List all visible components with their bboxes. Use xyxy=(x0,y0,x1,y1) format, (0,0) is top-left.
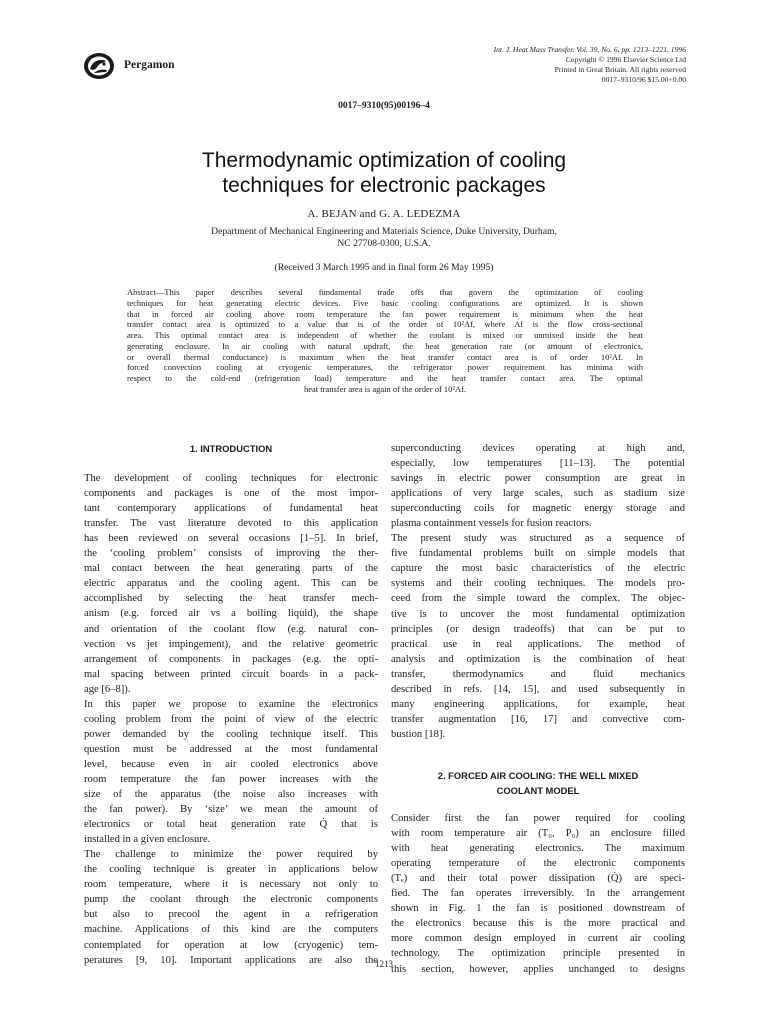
body-line: vection vs jet impingement), and the relative geometric xyxy=(84,638,378,650)
body-line: cooling problem from the point of view of the electric xyxy=(84,713,378,725)
body-line: tant contemporary applications of fundamental heat xyxy=(84,503,378,515)
abstract xyxy=(127,287,643,395)
received-dates: (Received 3 March 1995 and in final form 26 May 1995) xyxy=(274,262,494,273)
body-line: superconducting devices operating at high and, xyxy=(391,443,685,454)
abstract-line: respect to the cold-end (refrigeration load) temperature and the heat transfer contact area. The optimal xyxy=(127,373,643,383)
body-line: arrangement of components in packages (e.g. the opti- xyxy=(84,653,378,665)
body-line: ceed from the simple toward the complex. The objec- xyxy=(391,593,685,605)
abstract-line: techniques for heat generating electric devices. Five basic cooling configurations are optimized. It is shown xyxy=(127,297,643,308)
body-line: has been reviewed on several occasions [1–5]. In brief, xyxy=(84,533,378,545)
body-line: peratures [9, 10]. Important applications are also the xyxy=(84,954,378,966)
body-line: many engineering applications, for example, heat xyxy=(391,698,685,710)
body-line: shown in Fig. 1 the fan is positioned downstream of xyxy=(391,903,685,915)
body-line: electric apparatus and the cooling agent. This can be xyxy=(84,578,378,590)
authors: A. BEJAN and G. A. LEDEZMA xyxy=(307,208,461,220)
body-line: accomplished by selecting the heat transfer mech- xyxy=(84,593,378,605)
abstract-line: or overall thermal conductance) is maximum when the heat transfer contact area is of order 10²Af. In xyxy=(127,351,643,362)
body-line: room temperature, where it is necessary not only to xyxy=(84,879,378,891)
citation-issn: 0017–9310/96 $15.00+0.00 xyxy=(601,75,686,84)
body-line: (Tₑ) and their total power dissipation (Q̇) are speci- xyxy=(391,873,685,885)
body-line: fied. The fan operates irreversibly. In the arrangement xyxy=(391,888,685,900)
citation-printed: Printed in Great Britain. All rights reserved xyxy=(554,65,686,74)
body-line: especially, low temperatures [11–13]. The potential xyxy=(391,458,685,470)
section-2-heading-cont: COOLANT MODEL xyxy=(496,784,580,796)
body-line: the fan power). By ‘size’ we mean the amount of xyxy=(84,804,378,816)
body-line: tive is to uncover the most fundamental optimization xyxy=(391,608,685,620)
section-1-heading: 1. INTRODUCTION xyxy=(189,443,273,454)
body-line: machine. Applications of this kind are the computers xyxy=(84,924,378,936)
left-column xyxy=(84,441,378,968)
abstract-line: area. This optimal contact area is independent of whether the coolant is mixed or unmixed inside the heat xyxy=(127,330,643,340)
affiliation-line: NC 27708-0300, U.S.A. xyxy=(337,238,431,249)
abstract-line: Abstract—This paper describes several fundamental trade offs that govern the optimization of cooling xyxy=(127,287,643,297)
body-line: mal contact between the heat generating parts of the xyxy=(84,563,378,575)
body-line: In this paper we propose to examine the electronics xyxy=(84,698,378,710)
abstract-line: generating enclosure. In air cooling with natural updraft, the heat generation rate (or amount of electronics, xyxy=(127,340,643,351)
body-line: with heat generating electronics. The maximum xyxy=(391,843,685,855)
body-line: transfer, thermodynamics and fluid mechanics xyxy=(391,668,685,680)
body-line: the ‘cooling problem’ consists of improving the ther- xyxy=(84,548,378,560)
body-line: five fundamental problems built on simple models that xyxy=(391,548,685,560)
body-line: pump the coolant through the electronic components xyxy=(84,894,378,906)
publisher-name: Pergamon xyxy=(124,59,175,71)
body-line: room temperature the fan power increases with the xyxy=(84,773,378,785)
body-line: The present study was structured as a sequence of xyxy=(391,533,685,545)
body-line: mal spacing between printed circuit boards in a pack- xyxy=(84,668,378,680)
body-line: analysis and optimization is the combination of heat xyxy=(391,653,685,665)
body-line: plasma containment vessels for fusion reactors. xyxy=(391,518,592,530)
body-line: the electronics because this is the more practical and xyxy=(391,918,685,930)
body-line: The development of cooling techniques for electronic xyxy=(84,473,378,485)
affiliation xyxy=(0,226,768,250)
body-line: systems and their cooling techniques. The models pro- xyxy=(391,578,685,590)
abstract-line: forced convection cooling at cryogenic temperatures, the refrigerator power requirement has minima with xyxy=(127,362,643,373)
citation-copyright: Copyright © 1996 Elsevier Science Ltd xyxy=(565,55,686,64)
body-line: bustion [18]. xyxy=(391,728,446,740)
body-line: age [6–8]). xyxy=(84,683,131,695)
body-line: savings in electric power consumption are great in xyxy=(391,473,685,485)
body-line: technology. The optimization principle presented in xyxy=(391,948,685,960)
page-number: 1213 xyxy=(375,959,393,969)
body-line: and orientation of the coolant flow (e.g. natural con- xyxy=(84,623,378,635)
body-line: capture the most basic characteristics of the electric xyxy=(391,563,685,575)
body-line: transfer. The vast literature devoted to this application xyxy=(84,518,378,530)
body-line: components and packages is one of the most impor- xyxy=(84,488,378,500)
abstract-line: that in forced air cooling above room temperature the fan power requirement is minimum when the heat xyxy=(127,308,643,319)
body-line: principles (or design tradeoffs) that can be put to xyxy=(391,623,685,635)
body-line: practical use in real applications. The method of xyxy=(391,638,685,650)
body-line: superconducting coils for magnetic energy storage and xyxy=(391,503,685,515)
body-line: transfer augmentation [16, 17] and convective com- xyxy=(391,713,685,725)
body-line: contemplated for operation at low (cryogenic) tem- xyxy=(84,939,378,951)
affiliation-line: Department of Mechanical Engineering and Materials Science, Duke University, Durham, xyxy=(211,226,557,237)
body-line: Consider first the fan power required for cooling xyxy=(391,813,685,825)
body-line: size of the apparatus (the noise also increases with xyxy=(84,789,378,801)
abstract-line: transfer contact area is optimized to a value that is of the order of 10²Af, where Af is the flow cross-sectional xyxy=(127,319,643,330)
section-2-heading: 2. FORCED AIR COOLING: THE WELL MIXED xyxy=(437,769,639,781)
body-line: but also to precool the agent in a refrigeration xyxy=(84,909,378,921)
body-line: with room temperature air (T₀, P₀) an enclosure filled xyxy=(391,828,685,840)
body-line: power demanded by the cooling technique itself. This xyxy=(84,728,378,740)
body-line: The challenge to minimize the power required by xyxy=(84,849,378,861)
body-line: described in refs. [14, 15], and used subsequently in xyxy=(391,683,685,695)
citation-block xyxy=(386,45,686,85)
article-identifier: 0017–9310(95)00196–4 xyxy=(338,101,430,111)
pergamon-logo-icon xyxy=(82,51,118,81)
citation-journal: Int. J. Heat Mass Transfer. Vol. 39, No. 6, pp. 1213–1221, 1996 xyxy=(493,45,686,54)
body-line: more common design employed in current air cooling xyxy=(391,933,685,945)
paper-title xyxy=(0,148,768,198)
body-line: level, because even in air cooled electronics above xyxy=(84,758,378,770)
title-line: Thermodynamic optimization of cooling xyxy=(201,149,567,172)
body-line: question must be addressed at the most fundamental xyxy=(84,743,378,755)
body-line: this section, however, applies unchanged to designs xyxy=(391,963,685,975)
body-line: the cooling technique is greater in applications below xyxy=(84,864,378,876)
abstract-line: heat transfer area is again of the order of 10²Af. xyxy=(303,383,467,394)
body-line: operating temperature of the electronic components xyxy=(391,858,685,870)
body-line: installed in a given enclosure. xyxy=(84,834,211,846)
body-line: applications of very large scales, such as stadium size xyxy=(391,488,685,500)
body-line: electronics or total heat generation rate Q̇ that is xyxy=(84,819,378,831)
title-line: techniques for electronic packages xyxy=(222,174,546,197)
right-column xyxy=(391,441,685,977)
body-line: anism (e.g. forced air vs a boiling liquid), the shape xyxy=(84,608,378,620)
